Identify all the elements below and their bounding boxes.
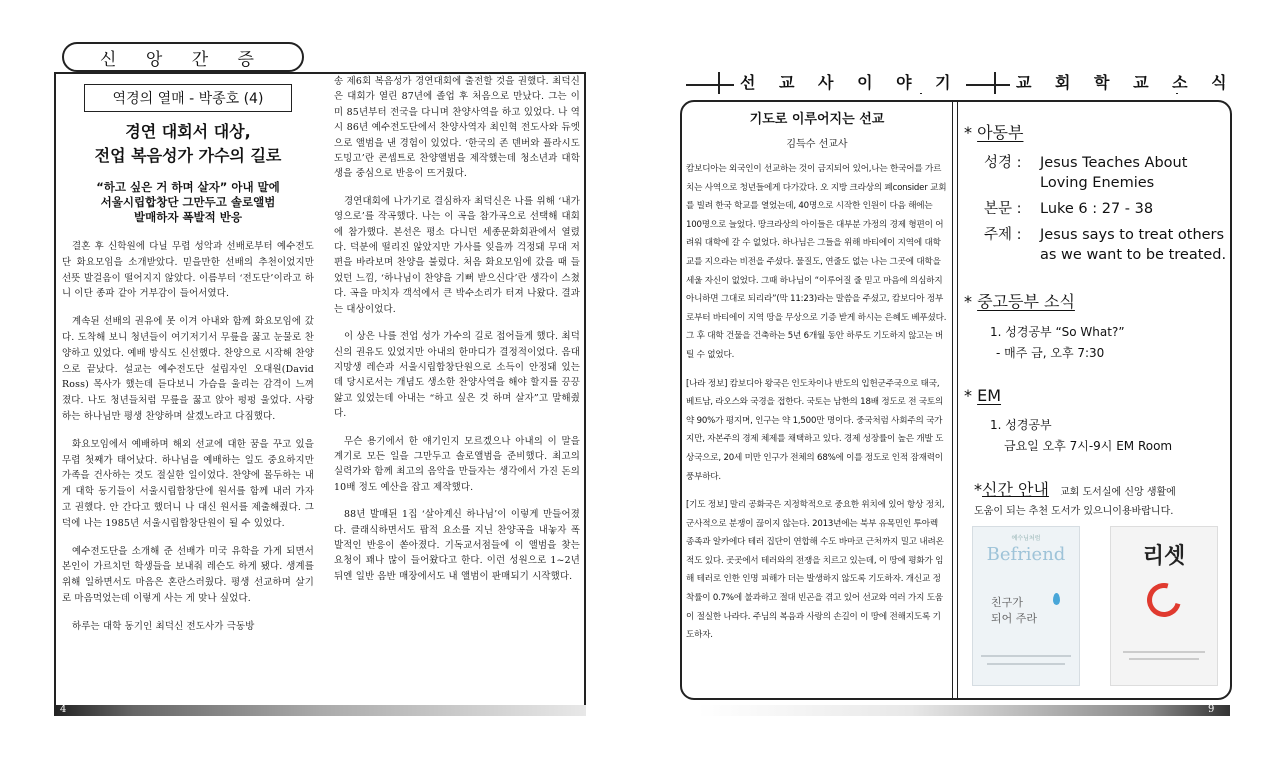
book-line	[981, 655, 1071, 657]
page-footer-bar	[698, 705, 1230, 716]
kids-verse	[984, 153, 1228, 193]
book-title-kr	[991, 595, 1079, 627]
kids-theme-line: Jesus says to treat others	[1040, 227, 1225, 243]
kids-verse-line: Jesus Teaches About	[1040, 155, 1188, 171]
article-column-2	[334, 74, 580, 596]
kids-theme-label: 주제 :	[984, 227, 1022, 243]
church-school-news	[964, 116, 1228, 521]
article-title-line: 경연 대회서 대상,	[125, 122, 251, 141]
book-small-title: 예수님처럼	[1011, 535, 1041, 542]
book-title: 리셋	[1142, 544, 1186, 569]
em-section-title: * EM	[964, 386, 1002, 405]
mission-author: 김득수 선교사	[786, 139, 848, 150]
header-church-school-news: 교 회 학 교 소 식	[1010, 70, 1242, 93]
book-cover-reset	[1110, 526, 1218, 686]
article-paragraph: 결혼 후 신학원에 다닐 무렵 성악과 선배로부터 예수전도단 화요모임을 소개받았다. 믿을만한 선배의 추천이었지만 선뜻 발걸음이 떨어지지 않았다. 이름부터 ‘전도단’이라고 하니 이단 종파 같아 거부감이 들어서였다.	[62, 241, 314, 300]
column-divider	[952, 102, 958, 698]
article-paragraph: 이 상은 나를 전업 성가 가수의 길로 접어들게 했다. 최덕신의 권유도 있었지만 아내의 한마디가 결정적이었다. 음대 지망생 레슨과 서울시립합창단원으로 소득이 안정돼 있는데 당시로서는 개념도 생소한 찬양사역을 해야 할지를 끙끙 앓고 있었는데 아내는 “하고 싶은 것 하며 살자”고 말해줬다.	[334, 331, 580, 420]
book-title-en: Befriend	[986, 544, 1066, 565]
header-missionary-story: 선 교 사 이 야 기	[734, 70, 966, 93]
article-paragraph: 경연대회에 나가기로 결심하자 최덕신은 나를 위해 ‘내가 영으로’를 작곡했다. 나는 이 곡을 참가곡으로 선택해 대회에 참가했다. 본선은 평소 다니던 세종문화회관에서 열렸다. 덕분에 떨리진 않았지만 가사를 잊을까 걱정돼 무대 저편을 바라보며 찬양을 불렀다. 처음 화요모임에 갔을 때 들었던 느낌, ‘하나님이 찬양을 기뻐 받으신다’란 생각이 스쳤다. 곡을 마치자 객석에서 큰 박수소리가 터져 나왔다. 결과는 대상이었다.	[334, 195, 580, 315]
page-footer-bar	[54, 705, 586, 716]
header-tick	[718, 72, 720, 94]
kids-text-label: 본문 :	[984, 201, 1022, 217]
new-books-note: 교회 도서실에 신앙 생활에	[1060, 487, 1176, 498]
mission-paragraph: 캄보디아는 외국인이 선교하는 것이 금지되어 있어,나는 한국어를 가르치는 사역으로 청년들에게 다가갔다. 오 지방 크라상의 폐consider 교회를 빌려 한국 학교를 열었는데, 40명으로 시작한 인원이 다음 해에는 100명으로 늘었다. 땅크라상의 아이들은 대부분 가정의 경제 형편이 어려워 대학에 갈 수 없었다. 하나님은 그들을 위해 바티에이 지역에 대학교를 지으라는 비전을 주셨다. 물질도, 연줄도 없는 나는 그곳에 대학을 세울 자신이 없었다. 그때 하나님이 “이루어질 줄 믿고 마음에 의심하지 아니하면 그대로 되리라”(막 11:23)라는 말씀을 주셨고, 캄보디아 정부로부터 바티에이 지역 땅을 무상으로 기증 받게 하시는 은혜도 베푸셨다. 그 후 대학 건물을 건축하는 5년 6개월 동안 하루도 기도하지 않고는 버틸 수 없었다.	[686, 164, 947, 360]
book-line	[1129, 658, 1199, 660]
kids-verse-label: 성경 :	[984, 155, 1022, 171]
series-label: 역경의 열매 - 박종호 (4)	[84, 84, 292, 112]
kids-section-title: * 아동부	[964, 123, 1024, 142]
youth-title: 중고등부 소식	[977, 292, 1075, 311]
kids-theme-line: as we want to be treated.	[1040, 247, 1227, 263]
em-item: 금요일 오후 7시-9시 EM Room	[1004, 439, 1173, 453]
subtitle-line: 발매하자 폭발적 반응	[134, 210, 242, 224]
article-title	[62, 120, 314, 168]
book-title-line: 되어 주라	[991, 612, 1038, 625]
new-books-note: 도움이 되는 추천 도서가 있으니이용바랍니다.	[974, 506, 1174, 517]
article-paragraph: 계속된 선배의 권유에 못 이겨 아내와 함께 화요모임에 갔다. 도착해 보니 청년들이 여기저기서 무릎을 꿇고 눈물로 찬양하고 있었다. 예배 방식도 신선했다. 찬양으로 시작해 찬양으로 끝났다. 설교는 예수전도단 설립자인 오대원(David Ross) 목사가 했는데 듣다보니 가슴을 울리는 감격이 느껴졌다. 나도 청년들처럼 무릎을 꿇고 앉아 펑펑 울었다. 사랑하는 하나님만 평생 찬양하며 살겠노라고 다짐했다.	[62, 316, 314, 422]
book-title-line: 친구가	[991, 596, 1023, 609]
book-line	[1123, 651, 1205, 653]
kids-title: 아동부	[977, 123, 1024, 142]
new-books-title: 신간 안내	[982, 480, 1049, 499]
subtitle-line: “하고 싶은 거 하며 살자” 아내 말에	[96, 180, 280, 194]
subtitle-line: 서울시립합창단 그만두고 솔로앨범	[100, 195, 276, 209]
article-paragraph: 예수전도단을 소개해 준 선배가 미국 유학을 가게 되면서 본인이 가르치던 학생들을 보내줘 레슨도 하게 됐다. 생계를 위해 일하면서도 마음은 혼란스러웠다. 평생 선교하며 살기로 마음먹었는데 이렇게 사는 게 맞나 싶었다.	[62, 545, 314, 604]
water-drop-icon	[1053, 593, 1060, 605]
article-paragraph: 무슨 용기에서 한 얘기인지 모르겠으나 아내의 이 말을 계기로 모든 일을 그만두고 솔로앨범을 준비했다. 최고의 실력가와 함께 최고의 음악을 만들자는 생각에서 가진 돈의 10배 정도 예산을 잡고 제작했다.	[334, 435, 580, 493]
country-info: [나라 정보] 캄보디아 왕국은 인도차이나 반도의 입헌군주국으로 태국, 베트남, 라오스와 국경을 접한다. 국토는 남한의 18배 정도로 전 국토의 약 90%가 평지며, 인구는 약 1,500만 명이다. 중국처럼 사회주의 국가지만, 자본주의 경제 체제를 채택하고 있다. 경제 성장률이 높은 개발 도상국으로, 20세 미만 인구가 전체의 68%에 이를 정도로 인적 잠재력이 풍부하다.	[686, 378, 944, 482]
book-line	[987, 663, 1065, 665]
article-paragraph: 하루는 대학 동기인 최덕신 전도사가 극동방	[72, 620, 255, 632]
em-title: EM	[977, 386, 1002, 405]
youth-section-title: * 중고등부 소식	[964, 292, 1075, 311]
article-paragraph: 송 제6회 복음성가 경연대회에 출전할 것을 권했다. 최덕신은 대회가 열린 87년에 졸업 후 처음으로 만났다. 그는 이미 85년부터 전국을 다니며 찬양사역을 하고 있었다. 나 역시 86년 예수전도단에서 찬양사역자 최인혁 전도사와 듀엣으로 앨범을 낸 경험이 있었다. ‘한국의 존 덴버와 플라시도 도밍고’란 콘셉트로 찬양앨범을 제작했는데 청소년과 대학생을 중심으로 반응이 뜨거웠다.	[334, 76, 580, 180]
em-item: 1. 성경공부	[990, 418, 1052, 432]
section-title-faith-testimony: 신 앙 간 증	[62, 42, 304, 72]
article-paragraph: 화요모임에서 예배하며 해외 선교에 대한 꿈을 꾸고 있을 무렵 첫째가 태어났다. 하나님을 예배하는 일도 중요하지만 가족을 건사하는 것도 절실한 일이었다. 찬양에 몰두하는 내게 대학 동기들이 서울시립합창단에 원서를 함께 내러 가자고 권했다. 안 간다고 했더니 나 대신 원서를 제출해줬다. 그 덕에 나는 1985년 서울시립합창단원이 될 수 있었다.	[62, 438, 314, 529]
article-column-1	[62, 80, 314, 647]
kids-text	[984, 199, 1228, 219]
kids-theme	[984, 225, 1228, 265]
reset-arrow-icon	[1141, 577, 1187, 623]
mission-title: 기도로 이루어지는 선교	[749, 112, 885, 127]
article-title-line: 전업 복음성가 가수의 길로	[94, 146, 282, 165]
header-tick	[994, 72, 996, 94]
article-subtitle	[62, 180, 314, 225]
youth-item: - 매주 금, 오후 7:30	[996, 346, 1105, 360]
prayer-info: [기도 정보] 말리 공화국은 지정학적으로 중요한 위치에 있어 항상 정치, 군사적으로 분쟁이 끊이지 않는다. 2013년에는 북부 유목민인 투아렉 종족과 알카에다 테러 집단이 연합해 수도 바마코 근처까지 밀고 내려온 적도 있다. 곳곳에서 테러와의 전쟁을 치르고 있는데, 이 땅에 평화가 임해 테러로 인한 인명 피해가 더는 발생하지 않도록 기도하자. 개신교 정착률이 0.7%에 불과하고 절대 빈곤을 겪고 있어 선교와 여러 가지 도움이 절실한 나라다. 주님의 복음과 사랑의 손길이 이 땅에 전해지도록 기도하자.	[686, 500, 945, 641]
new-books-section: *신간 안내 교회 도서실에 신앙 생활에 도움이 되는 추천 도서가 있으니이용바랍니다.	[974, 477, 1228, 521]
kids-text-value: Luke 6 : 27 - 38	[1040, 201, 1154, 217]
page-number: 4	[60, 704, 67, 715]
page-number: 9	[1208, 704, 1215, 715]
missionary-story	[686, 104, 948, 655]
youth-item: 1. 성경공부 “So What?”	[990, 325, 1125, 339]
book-cover-befriend	[972, 526, 1080, 686]
kids-verse-line: Loving Enemies	[1040, 175, 1155, 191]
article-paragraph: 88년 발매된 1집 ‘살아계신 하나님’이 이렇게 만들어졌다. 클래식하면서도 팝적 요소를 지닌 찬양곡을 내놓자 폭발적인 반응이 쏟아졌다. 기독교서점들에 이 앨범을 찾는 요청이 꽤나 많이 들어왔다고 한다. 이런 성원으로 1~2년 뒤엔 일반 음반 매장에서도 내 앨범이 판매되기 시작했다.	[334, 509, 580, 582]
